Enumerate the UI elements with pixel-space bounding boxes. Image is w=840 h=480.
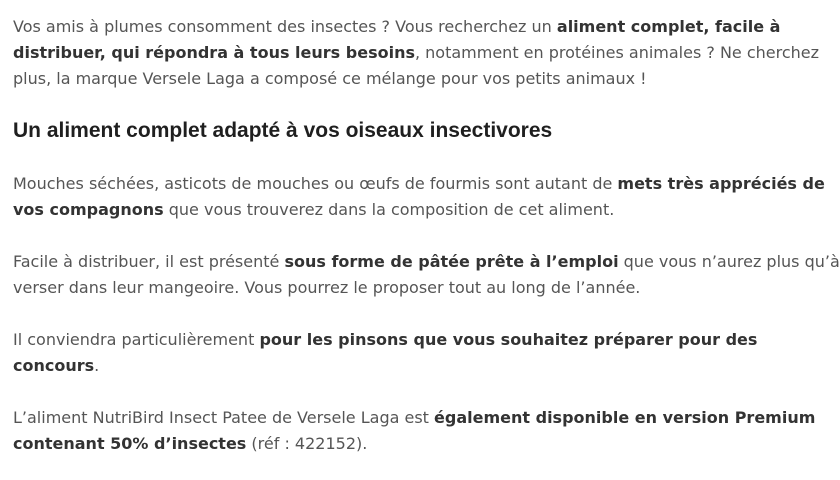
text-line — [13, 197, 833, 223]
text-line — [13, 431, 833, 457]
text-span: . — [94, 356, 100, 375]
text-span: que vous trouverez dans la composition de cet aliment. — [163, 200, 615, 219]
bold-text: également disponible en version Premium — [434, 408, 816, 427]
text-line — [13, 14, 833, 40]
paragraph-distribution — [13, 249, 840, 301]
bold-text: concours — [13, 356, 95, 375]
bold-text: distribuer, qui répondra à tous leurs besoins — [13, 43, 415, 62]
section-heading: Un aliment complet adapté à vos oiseaux insectivores — [13, 119, 553, 142]
bold-text: vos compagnons — [13, 200, 164, 219]
intro-paragraph — [13, 14, 833, 92]
text-span: que vous n’aurez plus qu’à — [618, 252, 840, 271]
text-line — [13, 66, 833, 92]
text-span: Facile à distribuer, il est présenté — [13, 252, 285, 271]
text-line — [13, 405, 833, 431]
text-span: Vos amis à plumes consomment des insectes ? Vous recherchez un — [13, 17, 557, 36]
bold-text: pour les pinsons que vous souhaitez préparer pour des — [259, 330, 758, 349]
text-line — [13, 249, 840, 275]
text-span: Mouches séchées, asticots de mouches ou œufs de fourmis sont autant de — [13, 174, 618, 193]
text-span: L’aliment NutriBird Insect Patee de Versele Laga est — [13, 408, 435, 427]
paragraph-ingredients — [13, 171, 833, 223]
paragraph-premium — [13, 405, 833, 457]
bold-text: sous forme de pâtée prête à l’emploi — [284, 252, 619, 271]
text-span: plus, la marque Versele Laga a composé ce mélange pour vos petits animaux ! — [13, 69, 647, 88]
text-span: (réf : 422152). — [246, 434, 368, 453]
paragraph-pinsons — [13, 327, 833, 379]
text-span: , notamment en protéines animales ? Ne cherchez — [414, 43, 820, 62]
text-line — [13, 40, 833, 66]
text-line — [13, 275, 833, 301]
text-line — [13, 353, 833, 379]
text-span: verser dans leur mangeoire. Vous pourrez le proposer tout au long de l’année. — [13, 278, 641, 297]
bold-text: aliment complet, facile à — [556, 17, 781, 36]
text-line — [13, 327, 833, 353]
bold-text: mets très appréciés de — [617, 174, 825, 193]
text-line — [13, 171, 833, 197]
text-span: Il conviendra particulièrement — [13, 330, 260, 349]
bold-text: contenant 50% d’insectes — [13, 434, 247, 453]
